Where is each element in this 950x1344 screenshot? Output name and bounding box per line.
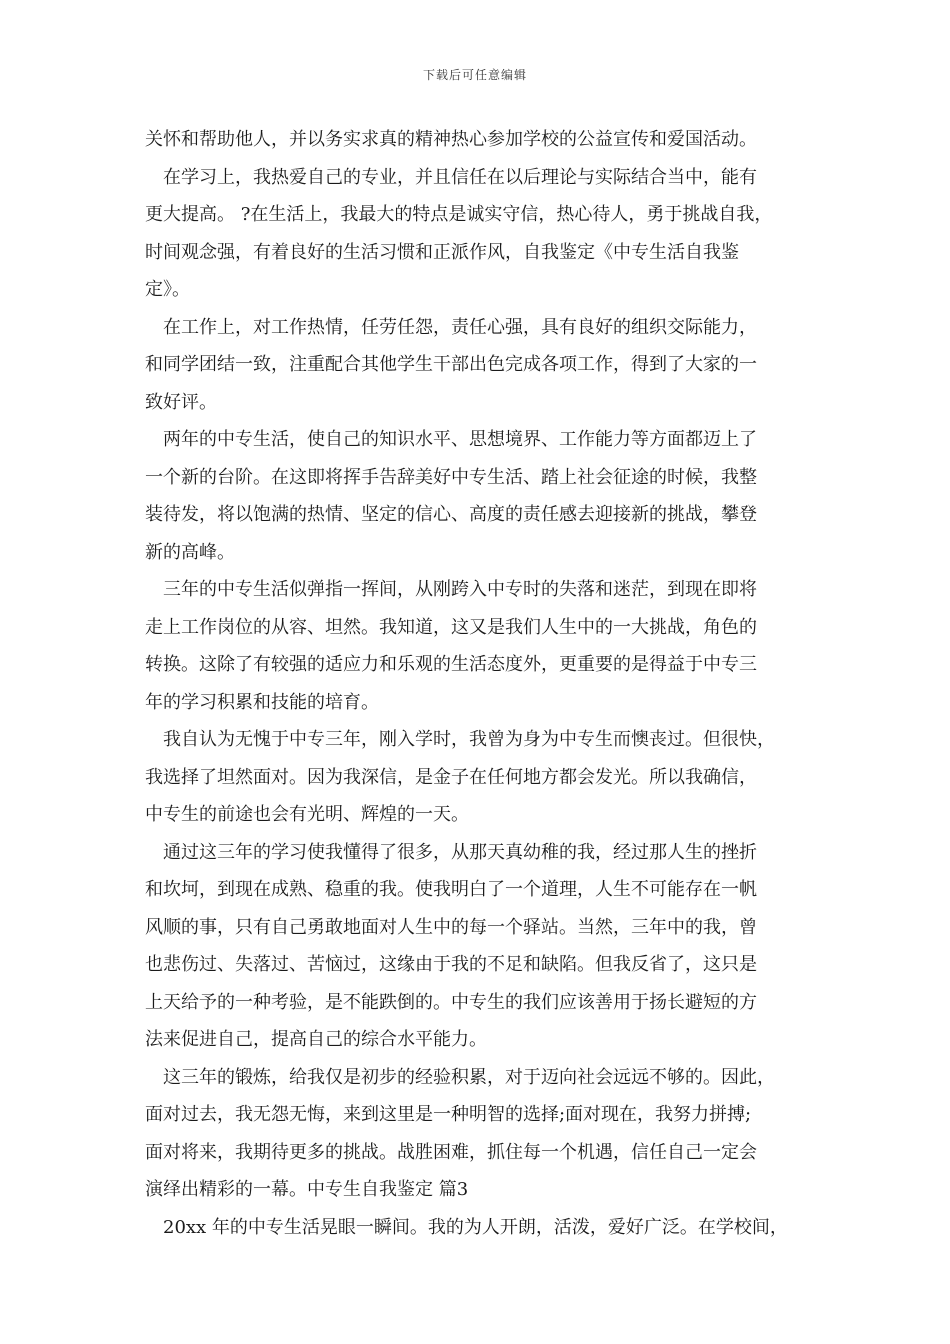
text-line: 装待发，将以饱满的热情、坚定的信心、高度的责任感去迎接新的挑战，攀登 xyxy=(145,504,757,525)
text-line: 年的学习积累和技能的培育。 xyxy=(145,691,379,713)
text-line: 演绎出精彩的一幕。中专生自我鉴定 篇3 xyxy=(145,1179,469,1200)
document-body xyxy=(145,121,819,1246)
text-line: 三年的中专生活似弹指一挥间，从刚跨入中专时的失落和迷茫，到现在即将 xyxy=(163,579,757,600)
text-line: 和坎坷，到现在成熟、稳重的我。使我明白了一个道理，人生不可能存在一帆 xyxy=(145,879,757,900)
text-line: 我选择了坦然面对。因为我深信，是金子在任何地方都会发光。所以我确信， xyxy=(145,766,757,788)
text-line: 两年的中专生活，使自己的知识水平、思想境界、工作能力等方面都迈上了 xyxy=(163,429,757,450)
text-line: 在工作上，对工作热情，任劳任怨，责任心强，具有良好的组织交际能力， xyxy=(163,316,757,338)
text-line: 通过这三年的学习使我懂得了很多，从那天真幼稚的我，经过那人生的挫折 xyxy=(163,841,757,863)
text-line: 在学习上，我热爱自己的专业，并且信任在以后理论与实际结合当中，能有 xyxy=(163,166,757,188)
text-line: 上天给予的一种考验，是不能跌倒的。中专生的我们应该善用于扬长避短的方 xyxy=(145,991,757,1013)
text-line: 风顺的事，只有自己勇敢地面对人生中的每一个驿站。当然，三年中的我，曾 xyxy=(145,916,757,938)
text-line: 更大提高。 ?在生活上，我最大的特点是诚实守信，热心待人，勇于挑战自我， xyxy=(145,204,773,225)
text-line: 转换。这除了有较强的适应力和乐观的生活态度外，更重要的是得益于中专三 xyxy=(145,654,757,675)
text-line: 面对过去，我无怨无悔，来到这里是一种明智的选择;面对现在，我努力拼搏; xyxy=(145,1104,752,1125)
text-line: 定》。 xyxy=(145,279,190,300)
page-header: 下载后可任意编辑 xyxy=(422,68,527,82)
text-line: 也悲伤过、失落过、苦恼过，这缘由于我的不足和缺陷。但我反省了，这只是 xyxy=(145,954,757,975)
text-line: 和同学团结一致，注重配合其他学生干部出色完成各项工作，得到了大家的一 xyxy=(145,354,757,375)
text-line: 中专生的前途也会有光明、辉煌的一天。 xyxy=(145,804,469,825)
text-line: 致好评。 xyxy=(145,391,217,413)
text-line: 20xx 年的中专生活晃眼一瞬间。我的为人开朗，活泼，爱好广泛。在学校间， xyxy=(163,1216,788,1238)
text-line: 关怀和帮助他人，并以务实求真的精神热心参加学校的公益宣传和爱国活动。 xyxy=(145,129,757,150)
text-line: 新的高峰。 xyxy=(145,541,235,563)
text-line: 我自认为无愧于中专三年，刚入学时，我曾为身为中专生而懊丧过。但很快， xyxy=(163,729,775,750)
text-line: 面对将来，我期待更多的挑战。战胜困难，抓住每一个机遇，信任自己一定会 xyxy=(145,1141,757,1163)
text-line: 一个新的台阶。在这即将挥手告辞美好中专生活、踏上社会征途的时候，我整 xyxy=(145,466,757,488)
text-line: 法来促进自己，提高自己的综合水平能力。 xyxy=(145,1029,487,1050)
text-line: 时间观念强，有着良好的生活习惯和正派作风，自我鉴定《中专生活自我鉴 xyxy=(145,241,739,263)
text-line: 这三年的锻炼，给我仅是初步的经验积累，对于迈向社会远远不够的。因此， xyxy=(163,1066,775,1088)
text-line: 走上工作岗位的从容、坦然。我知道，这又是我们人生中的一大挑战，角色的 xyxy=(145,616,757,638)
